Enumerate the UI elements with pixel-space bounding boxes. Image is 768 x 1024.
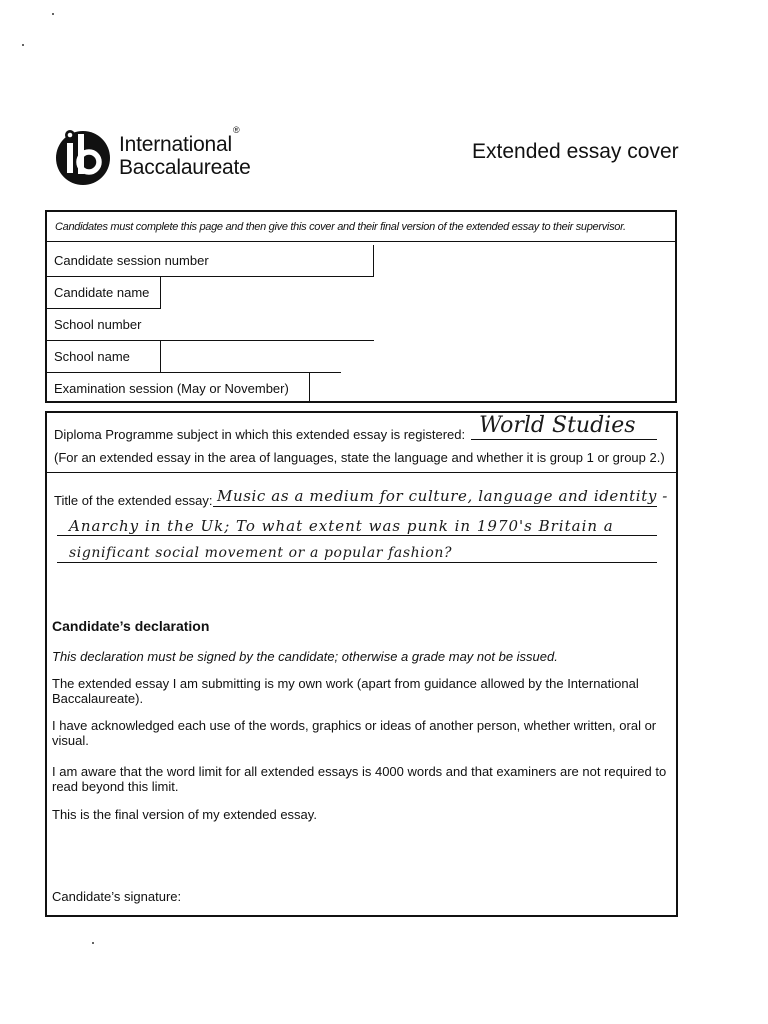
declaration-paragraph: This is the final version of my extended essay. <box>52 807 317 822</box>
signature-field[interactable] <box>217 879 657 903</box>
declaration-warning: This declaration must be signed by the candidate; otherwise a grade may not be issued. <box>52 649 558 664</box>
declaration-paragraph: I have acknowledged each use of the words, graphics or ideas of another person, whether written, oral or visual. <box>52 718 657 748</box>
candidate-info-box <box>45 210 677 403</box>
subject-value[interactable]: World Studies <box>479 413 636 438</box>
scan-speck <box>52 13 54 15</box>
scan-speck <box>22 44 24 46</box>
essay-title-line3[interactable]: significant social movement or a popular fashion? <box>69 545 453 561</box>
org-name-line1: International <box>119 133 232 156</box>
registered-mark: ® <box>232 125 240 135</box>
document-title: Extended essay cover <box>472 140 679 163</box>
candidate-name-label: Candidate name <box>54 285 150 300</box>
title-underline <box>213 506 657 507</box>
candidate-name-field[interactable] <box>47 277 161 309</box>
essay-title-line2[interactable]: Anarchy in the Uk; To what extent was punk in 1970's Britain a <box>69 517 614 535</box>
org-name <box>119 125 251 179</box>
subject-label: Diploma Programme subject in which this extended essay is registered: <box>54 427 466 442</box>
exam-session-label: Examination session (May or November) <box>54 381 289 396</box>
instructions-text: Candidates must complete this page and then give this cover and their final version of the extended essay to their supervisor. <box>47 212 675 242</box>
school-number-label: School number <box>54 317 142 332</box>
session-number-label: Candidate session number <box>54 253 209 268</box>
subject-underline <box>471 439 657 440</box>
scan-speck <box>92 942 94 944</box>
essay-declaration-box <box>45 411 678 917</box>
essay-title-line1[interactable]: Music as a medium for culture, language and identity - <box>217 487 668 505</box>
title-underline <box>57 562 657 563</box>
signature-label: Candidate’s signature: <box>52 889 182 904</box>
session-number-field[interactable] <box>47 245 374 277</box>
school-name-label: School name <box>54 349 130 364</box>
title-underline <box>57 535 657 536</box>
school-number-field[interactable] <box>47 309 247 341</box>
declaration-heading: Candidate’s declaration <box>52 618 210 634</box>
school-name-field[interactable] <box>47 341 161 373</box>
exam-session-field[interactable] <box>47 373 310 403</box>
declaration-paragraph: The extended essay I am submitting is my own work (apart from guidance allowed by the International Baccalaureate). <box>52 676 639 706</box>
essay-title-label: Title of the extended essay: <box>54 493 213 508</box>
section-divider <box>47 472 676 473</box>
declaration-paragraph: I am aware that the word limit for all extended essays is 4000 words and that examiners are not required to read beyond this limit. <box>52 764 667 794</box>
ib-logo <box>55 126 255 186</box>
subject-note: (For an extended essay in the area of languages, state the language and whether it is group 1 or group 2.) <box>54 450 665 465</box>
org-name-line2: Baccalaureate <box>119 156 251 179</box>
ib-emblem-icon <box>55 126 115 186</box>
